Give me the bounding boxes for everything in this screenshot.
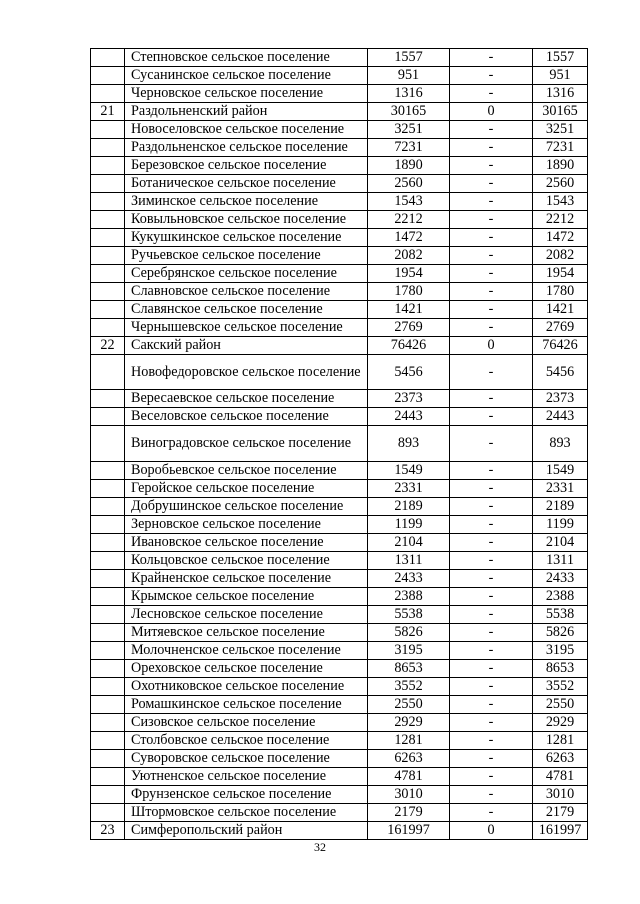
population-last-cell: 8653 bbox=[533, 659, 588, 677]
population-mid-cell: - bbox=[450, 319, 533, 337]
population-mid-cell: - bbox=[450, 569, 533, 587]
row-number-cell bbox=[91, 749, 125, 767]
population-total-cell: 1311 bbox=[368, 551, 450, 569]
population-last-cell: 951 bbox=[533, 67, 588, 85]
row-number-cell bbox=[91, 319, 125, 337]
population-mid-cell: - bbox=[450, 85, 533, 103]
population-last-cell: 3195 bbox=[533, 641, 588, 659]
settlement-name-cell: Суворовское сельское поселение bbox=[125, 749, 368, 767]
population-total-cell: 1316 bbox=[368, 85, 450, 103]
population-mid-cell: - bbox=[450, 390, 533, 408]
population-total-cell: 2388 bbox=[368, 587, 450, 605]
table-row bbox=[91, 157, 588, 175]
population-total-cell: 2769 bbox=[368, 319, 450, 337]
population-mid-cell: - bbox=[450, 461, 533, 479]
row-number-cell bbox=[91, 767, 125, 785]
population-total-cell: 8653 bbox=[368, 659, 450, 677]
population-mid-cell: 0 bbox=[450, 103, 533, 121]
settlement-name-cell: Воробьевское сельское поселение bbox=[125, 461, 368, 479]
table-row bbox=[91, 821, 588, 839]
population-mid-cell: - bbox=[450, 731, 533, 749]
population-last-cell: 2560 bbox=[533, 175, 588, 193]
population-last-cell: 161997 bbox=[533, 821, 588, 839]
population-last-cell: 3552 bbox=[533, 677, 588, 695]
table-row bbox=[91, 497, 588, 515]
table-row bbox=[91, 677, 588, 695]
settlement-name-cell: Крайненское сельское поселение bbox=[125, 569, 368, 587]
population-total-cell: 2550 bbox=[368, 695, 450, 713]
population-last-cell: 2082 bbox=[533, 247, 588, 265]
settlement-name-cell: Добрушинское сельское поселение bbox=[125, 497, 368, 515]
table-row bbox=[91, 731, 588, 749]
settlement-name-cell: Вересаевское сельское поселение bbox=[125, 390, 368, 408]
settlement-population-table bbox=[90, 48, 588, 840]
table-row bbox=[91, 49, 588, 67]
population-last-cell: 1316 bbox=[533, 85, 588, 103]
population-total-cell: 2212 bbox=[368, 211, 450, 229]
table-row bbox=[91, 551, 588, 569]
population-total-cell: 6263 bbox=[368, 749, 450, 767]
population-mid-cell: - bbox=[450, 247, 533, 265]
row-number-cell bbox=[91, 569, 125, 587]
population-last-cell: 1472 bbox=[533, 229, 588, 247]
row-number-cell bbox=[91, 175, 125, 193]
table-row bbox=[91, 247, 588, 265]
table-row bbox=[91, 211, 588, 229]
row-number-cell bbox=[91, 461, 125, 479]
population-total-cell: 2179 bbox=[368, 803, 450, 821]
population-mid-cell: - bbox=[450, 803, 533, 821]
row-number-cell bbox=[91, 551, 125, 569]
settlement-name-cell: Штормовское сельское поселение bbox=[125, 803, 368, 821]
population-total-cell: 3251 bbox=[368, 121, 450, 139]
table-row bbox=[91, 301, 588, 319]
population-total-cell: 5826 bbox=[368, 623, 450, 641]
table-row bbox=[91, 569, 588, 587]
population-last-cell: 2179 bbox=[533, 803, 588, 821]
settlement-name-cell: Столбовское сельское поселение bbox=[125, 731, 368, 749]
population-mid-cell: - bbox=[450, 623, 533, 641]
population-mid-cell: 0 bbox=[450, 821, 533, 839]
population-last-cell: 5456 bbox=[533, 355, 588, 390]
population-mid-cell: - bbox=[450, 175, 533, 193]
settlement-name-cell: Кольцовское сельское поселение bbox=[125, 551, 368, 569]
table-row bbox=[91, 283, 588, 301]
table-row bbox=[91, 337, 588, 355]
population-last-cell: 76426 bbox=[533, 337, 588, 355]
row-number-cell bbox=[91, 211, 125, 229]
population-last-cell: 1311 bbox=[533, 551, 588, 569]
table-row bbox=[91, 695, 588, 713]
settlement-name-cell: Новоселовское сельское поселение bbox=[125, 121, 368, 139]
population-last-cell: 5826 bbox=[533, 623, 588, 641]
population-total-cell: 1890 bbox=[368, 157, 450, 175]
population-total-cell: 30165 bbox=[368, 103, 450, 121]
settlement-name-cell: Зиминское сельское поселение bbox=[125, 193, 368, 211]
population-mid-cell: - bbox=[450, 785, 533, 803]
settlement-name-cell: Зерновское сельское поселение bbox=[125, 515, 368, 533]
row-number-cell bbox=[91, 587, 125, 605]
population-last-cell: 6263 bbox=[533, 749, 588, 767]
settlement-name-cell: Новофедоровское сельское поселение bbox=[125, 355, 368, 390]
row-number-cell bbox=[91, 785, 125, 803]
population-mid-cell: - bbox=[450, 533, 533, 551]
table-body bbox=[91, 49, 588, 840]
population-last-cell: 2189 bbox=[533, 497, 588, 515]
population-total-cell: 1780 bbox=[368, 283, 450, 301]
settlement-name-cell: Раздольненский район bbox=[125, 103, 368, 121]
population-mid-cell: - bbox=[450, 713, 533, 731]
settlement-name-cell: Виноградовское сельское поселение bbox=[125, 426, 368, 461]
settlement-name-cell: Крымское сельское поселение bbox=[125, 587, 368, 605]
settlement-name-cell: Веселовское сельское поселение bbox=[125, 408, 368, 426]
row-number-cell bbox=[91, 479, 125, 497]
population-mid-cell: 0 bbox=[450, 337, 533, 355]
population-total-cell: 1543 bbox=[368, 193, 450, 211]
table-row bbox=[91, 408, 588, 426]
row-number-cell bbox=[91, 247, 125, 265]
row-number-cell bbox=[91, 49, 125, 67]
population-last-cell: 2212 bbox=[533, 211, 588, 229]
population-mid-cell: - bbox=[450, 479, 533, 497]
row-number-cell bbox=[91, 695, 125, 713]
row-number-cell bbox=[91, 497, 125, 515]
population-total-cell: 2560 bbox=[368, 175, 450, 193]
settlement-name-cell: Лесновское сельское поселение bbox=[125, 605, 368, 623]
population-last-cell: 1543 bbox=[533, 193, 588, 211]
settlement-name-cell: Степновское сельское поселение bbox=[125, 49, 368, 67]
population-last-cell: 3251 bbox=[533, 121, 588, 139]
population-total-cell: 1199 bbox=[368, 515, 450, 533]
population-last-cell: 7231 bbox=[533, 139, 588, 157]
population-last-cell: 893 bbox=[533, 426, 588, 461]
population-mid-cell: - bbox=[450, 749, 533, 767]
population-mid-cell: - bbox=[450, 211, 533, 229]
table-row bbox=[91, 121, 588, 139]
table-row bbox=[91, 767, 588, 785]
population-total-cell: 1954 bbox=[368, 265, 450, 283]
settlement-name-cell: Ковыльновское сельское поселение bbox=[125, 211, 368, 229]
row-number-cell bbox=[91, 713, 125, 731]
population-total-cell: 2373 bbox=[368, 390, 450, 408]
table-row bbox=[91, 67, 588, 85]
population-mid-cell: - bbox=[450, 408, 533, 426]
population-mid-cell: - bbox=[450, 677, 533, 695]
row-number-cell bbox=[91, 121, 125, 139]
row-number-cell bbox=[91, 731, 125, 749]
row-number-cell bbox=[91, 659, 125, 677]
table-row bbox=[91, 265, 588, 283]
population-last-cell: 1780 bbox=[533, 283, 588, 301]
population-total-cell: 4781 bbox=[368, 767, 450, 785]
table-row bbox=[91, 533, 588, 551]
row-number-cell bbox=[91, 229, 125, 247]
settlement-name-cell: Кукушкинское сельское поселение bbox=[125, 229, 368, 247]
row-number-cell bbox=[91, 301, 125, 319]
settlement-name-cell: Славянское сельское поселение bbox=[125, 301, 368, 319]
settlement-name-cell: Ботаническое сельское поселение bbox=[125, 175, 368, 193]
population-mid-cell: - bbox=[450, 587, 533, 605]
population-mid-cell: - bbox=[450, 497, 533, 515]
population-mid-cell: - bbox=[450, 139, 533, 157]
population-last-cell: 2331 bbox=[533, 479, 588, 497]
settlement-name-cell: Сизовское сельское поселение bbox=[125, 713, 368, 731]
population-total-cell: 1421 bbox=[368, 301, 450, 319]
population-last-cell: 1549 bbox=[533, 461, 588, 479]
row-number-cell bbox=[91, 193, 125, 211]
settlement-name-cell: Митяевское сельское поселение bbox=[125, 623, 368, 641]
population-total-cell: 3552 bbox=[368, 677, 450, 695]
table-row bbox=[91, 515, 588, 533]
population-total-cell: 2082 bbox=[368, 247, 450, 265]
population-total-cell: 3010 bbox=[368, 785, 450, 803]
settlement-name-cell: Геройское сельское поселение bbox=[125, 479, 368, 497]
settlement-name-cell: Раздольненское сельское поселение bbox=[125, 139, 368, 157]
population-mid-cell: - bbox=[450, 767, 533, 785]
population-last-cell: 3010 bbox=[533, 785, 588, 803]
row-number-cell bbox=[91, 677, 125, 695]
population-total-cell: 1557 bbox=[368, 49, 450, 67]
row-number-cell bbox=[91, 641, 125, 659]
settlement-name-cell: Сусанинское сельское поселение bbox=[125, 67, 368, 85]
population-total-cell: 3195 bbox=[368, 641, 450, 659]
row-number-cell bbox=[91, 623, 125, 641]
population-mid-cell: - bbox=[450, 605, 533, 623]
settlement-name-cell: Ручьевское сельское поселение bbox=[125, 247, 368, 265]
settlement-name-cell: Ореховское сельское поселение bbox=[125, 659, 368, 677]
population-mid-cell: - bbox=[450, 283, 533, 301]
table-row bbox=[91, 103, 588, 121]
population-mid-cell: - bbox=[450, 355, 533, 390]
population-mid-cell: - bbox=[450, 515, 533, 533]
table-row bbox=[91, 587, 588, 605]
row-number-cell bbox=[91, 355, 125, 390]
table-row bbox=[91, 713, 588, 731]
population-total-cell: 2443 bbox=[368, 408, 450, 426]
population-total-cell: 161997 bbox=[368, 821, 450, 839]
population-last-cell: 1199 bbox=[533, 515, 588, 533]
population-mid-cell: - bbox=[450, 67, 533, 85]
settlement-name-cell: Чернышевское сельское поселение bbox=[125, 319, 368, 337]
table-row bbox=[91, 641, 588, 659]
table-row bbox=[91, 479, 588, 497]
row-number-cell: 22 bbox=[91, 337, 125, 355]
table-row bbox=[91, 390, 588, 408]
population-last-cell: 2388 bbox=[533, 587, 588, 605]
population-mid-cell: - bbox=[450, 229, 533, 247]
settlement-name-cell: Молочненское сельское поселение bbox=[125, 641, 368, 659]
population-mid-cell: - bbox=[450, 551, 533, 569]
table-row bbox=[91, 355, 588, 390]
population-total-cell: 1472 bbox=[368, 229, 450, 247]
population-last-cell: 4781 bbox=[533, 767, 588, 785]
population-last-cell: 5538 bbox=[533, 605, 588, 623]
row-number-cell bbox=[91, 408, 125, 426]
table-row bbox=[91, 426, 588, 461]
settlement-name-cell: Уютненское сельское поселение bbox=[125, 767, 368, 785]
population-last-cell: 2373 bbox=[533, 390, 588, 408]
settlement-name-cell: Черновское сельское поселение bbox=[125, 85, 368, 103]
row-number-cell: 21 bbox=[91, 103, 125, 121]
table-row bbox=[91, 605, 588, 623]
row-number-cell: 23 bbox=[91, 821, 125, 839]
row-number-cell bbox=[91, 67, 125, 85]
population-total-cell: 76426 bbox=[368, 337, 450, 355]
population-total-cell: 2189 bbox=[368, 497, 450, 515]
table-row bbox=[91, 623, 588, 641]
population-last-cell: 2929 bbox=[533, 713, 588, 731]
row-number-cell bbox=[91, 515, 125, 533]
population-total-cell: 7231 bbox=[368, 139, 450, 157]
table-row bbox=[91, 785, 588, 803]
population-total-cell: 893 bbox=[368, 426, 450, 461]
table-row bbox=[91, 749, 588, 767]
table-row bbox=[91, 175, 588, 193]
table-row bbox=[91, 659, 588, 677]
row-number-cell bbox=[91, 803, 125, 821]
settlement-name-cell: Березовское сельское поселение bbox=[125, 157, 368, 175]
settlement-name-cell: Фрунзенское сельское поселение bbox=[125, 785, 368, 803]
population-total-cell: 2929 bbox=[368, 713, 450, 731]
row-number-cell bbox=[91, 283, 125, 301]
table-row bbox=[91, 229, 588, 247]
row-number-cell bbox=[91, 157, 125, 175]
population-last-cell: 2433 bbox=[533, 569, 588, 587]
row-number-cell bbox=[91, 139, 125, 157]
population-total-cell: 2104 bbox=[368, 533, 450, 551]
settlement-name-cell: Симферопольский район bbox=[125, 821, 368, 839]
population-last-cell: 30165 bbox=[533, 103, 588, 121]
population-last-cell: 1557 bbox=[533, 49, 588, 67]
row-number-cell bbox=[91, 426, 125, 461]
population-total-cell: 2433 bbox=[368, 569, 450, 587]
population-mid-cell: - bbox=[450, 49, 533, 67]
population-mid-cell: - bbox=[450, 659, 533, 677]
settlement-name-cell: Ромашкинское сельское поселение bbox=[125, 695, 368, 713]
settlement-name-cell: Славновское сельское поселение bbox=[125, 283, 368, 301]
table-row bbox=[91, 193, 588, 211]
row-number-cell bbox=[91, 605, 125, 623]
population-total-cell: 5456 bbox=[368, 355, 450, 390]
settlement-name-cell: Охотниковское сельское поселение bbox=[125, 677, 368, 695]
population-last-cell: 1890 bbox=[533, 157, 588, 175]
population-mid-cell: - bbox=[450, 426, 533, 461]
population-total-cell: 1549 bbox=[368, 461, 450, 479]
settlement-name-cell: Ивановское сельское поселение bbox=[125, 533, 368, 551]
population-last-cell: 1954 bbox=[533, 265, 588, 283]
population-total-cell: 2331 bbox=[368, 479, 450, 497]
population-mid-cell: - bbox=[450, 121, 533, 139]
population-last-cell: 1281 bbox=[533, 731, 588, 749]
population-last-cell: 2769 bbox=[533, 319, 588, 337]
population-last-cell: 2550 bbox=[533, 695, 588, 713]
population-mid-cell: - bbox=[450, 193, 533, 211]
population-mid-cell: - bbox=[450, 695, 533, 713]
row-number-cell bbox=[91, 265, 125, 283]
population-total-cell: 5538 bbox=[368, 605, 450, 623]
population-total-cell: 951 bbox=[368, 67, 450, 85]
population-mid-cell: - bbox=[450, 641, 533, 659]
table-row bbox=[91, 803, 588, 821]
population-mid-cell: - bbox=[450, 301, 533, 319]
table-row bbox=[91, 319, 588, 337]
population-mid-cell: - bbox=[450, 265, 533, 283]
row-number-cell bbox=[91, 390, 125, 408]
population-last-cell: 2443 bbox=[533, 408, 588, 426]
population-last-cell: 1421 bbox=[533, 301, 588, 319]
row-number-cell bbox=[91, 533, 125, 551]
row-number-cell bbox=[91, 85, 125, 103]
population-last-cell: 2104 bbox=[533, 533, 588, 551]
page-number: 32 bbox=[314, 840, 326, 854]
settlement-name-cell: Серебрянское сельское поселение bbox=[125, 265, 368, 283]
table-row bbox=[91, 461, 588, 479]
table-row bbox=[91, 139, 588, 157]
table-row bbox=[91, 85, 588, 103]
settlement-name-cell: Сакский район bbox=[125, 337, 368, 355]
population-total-cell: 1281 bbox=[368, 731, 450, 749]
population-mid-cell: - bbox=[450, 157, 533, 175]
